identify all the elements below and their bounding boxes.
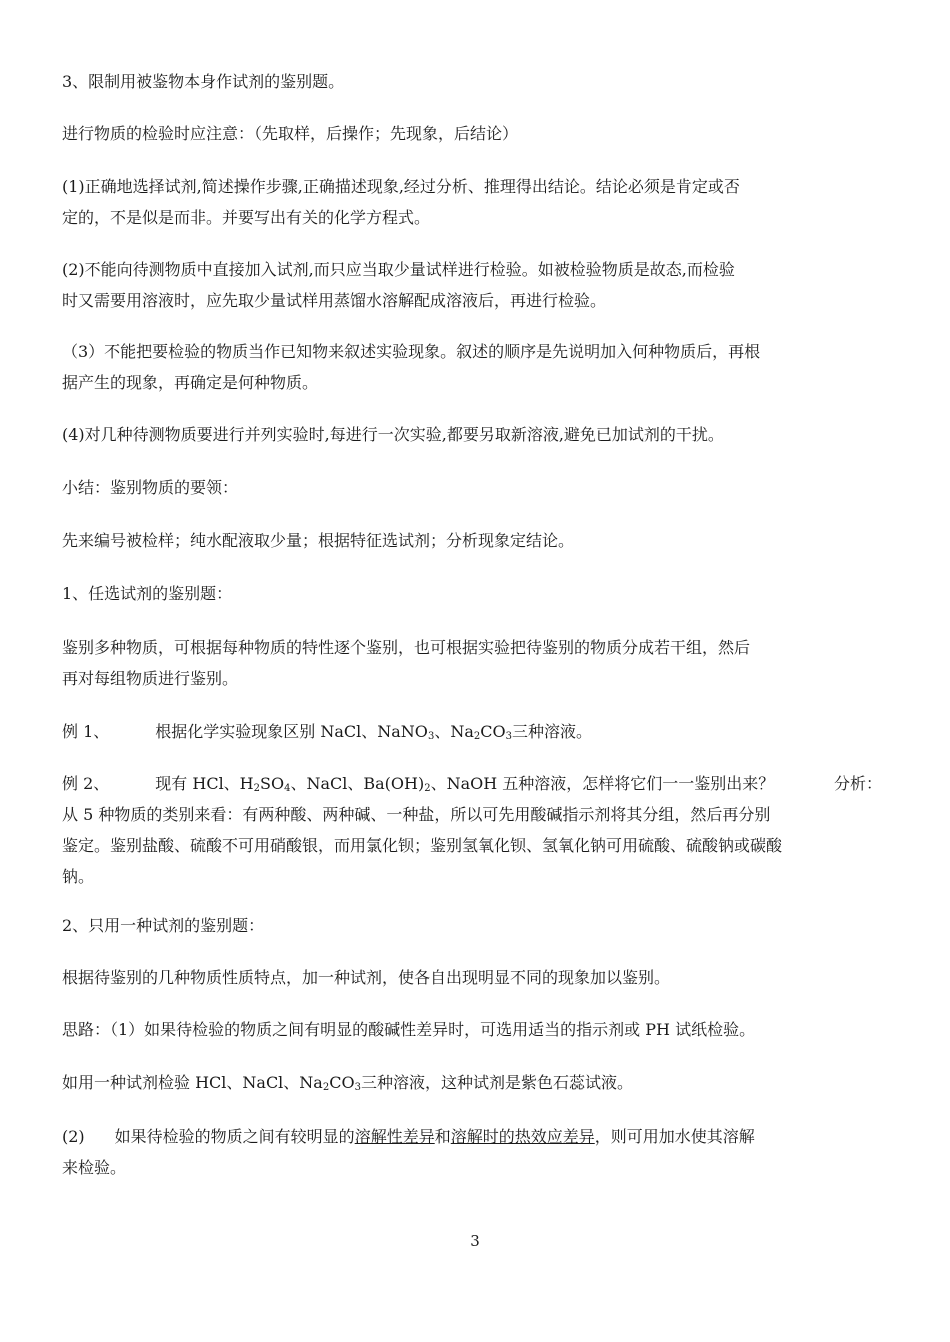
page-number: 3 (470, 1232, 480, 1250)
paragraph-note-1: (1)正确地选择试剂,简述操作步骤,正确描述现象,经过分析、推理得出结论。结论必须是肯定或否 定的，不是似是而非。并要写出有关的化学方程式。 (62, 177, 740, 227)
underlined-solubility: 溶解性差异 (354, 1127, 435, 1146)
paragraph-note-2: (2)不能向待测物质中直接加入试剂,而只应当取少量试样进行检验。如被检验物质是故态,而检验 时又需要用溶液时，应先取少量试样用蒸馏水溶解配成溶液后，再进行检验。 (62, 260, 735, 310)
paragraph-notes-intro: 进行物质的检验时应注意：（先取样，后操作；先现象，后结论） (62, 124, 519, 143)
paragraph-section-1: 鉴别多种物质，可根据每种物质的特性逐个鉴别，也可根据实验把待鉴别的物质分成若干组，然后 再对每组物质进行鉴别。 (62, 638, 751, 688)
example-2-label: 例 2、 (62, 774, 110, 793)
example-2: 例 2、 现有 HCl、$H_2SO_4$、NaCl、$Ba(OH)_2$、NaOH 五种溶液，怎样将它们一一鉴别出来？ 分析： 从 5 种物质的类别来看：有两种酸、两种碱、一种盐，所以可先用酸碱指示剂将其分组，然后再分别 鉴定。鉴别盐酸、硫酸不可用硝酸银，而用氯化钡；鉴别氢氧化钡、氢氧化钠可用硫酸、硫酸钠或碳酸 钠。 (62, 768, 882, 892)
example-1-label: 例 1、 (62, 722, 110, 741)
paragraph-idea-2: (2) 如果待检验的物质之间有较明显的溶解性差异和溶解时的热效应差异，则可用加水使其溶解 来检验。 (62, 1127, 755, 1177)
paragraph-idea-1-example: 如用一种试剂检验 HCl、NaCl、$Na_2CO_3$三种溶液，这种试剂是紫色石蕊试液。 (62, 1073, 633, 1093)
summary-heading: 小结：鉴别物质的要领： (62, 478, 239, 497)
paragraph-idea-1: 思路：（1）如果待检验的物质之间有明显的酸碱性差异时，可选用适当的指示剂或 PH 试纸检验。 (62, 1020, 756, 1039)
paragraph-note-3: （3）不能把要检验的物质当作已知物来叙述实验现象。叙述的顺序是先说明加入何种物质后，再根 据产生的现象，再确定是何种物质。 (62, 342, 761, 392)
underlined-heat-effect: 溶解时的热效应差异 (450, 1127, 595, 1146)
idea-2-label: (2) (62, 1127, 85, 1146)
example-1: 例 1、 根据化学实验现象区别 NaCl、NaNO$_3$、$Na_2CO_3$三种溶液。 (62, 722, 592, 742)
summary-text: 先来编号被检样；纯水配液取少量；根据特征选试剂；分析现象定结论。 (62, 531, 575, 550)
analysis-label: 分析： (833, 774, 882, 793)
document-page (62, 0, 882, 1342)
section-heading-3: 3、限制用被鉴物本身作试剂的鉴别题。 (62, 72, 345, 91)
section-heading-2: 2、只用一种试剂的鉴别题： (62, 916, 265, 935)
paragraph-section-2: 根据待鉴别的几种物质性质特点，加一种试剂，使各自出现明显不同的现象加以鉴别。 (62, 968, 671, 987)
paragraph-note-4: (4)对几种待测物质要进行并列实验时,每进行一次实验,都要另取新溶液,避免已加试剂的干扰。 (62, 425, 724, 444)
section-heading-1: 1、任选试剂的鉴别题： (62, 584, 233, 603)
